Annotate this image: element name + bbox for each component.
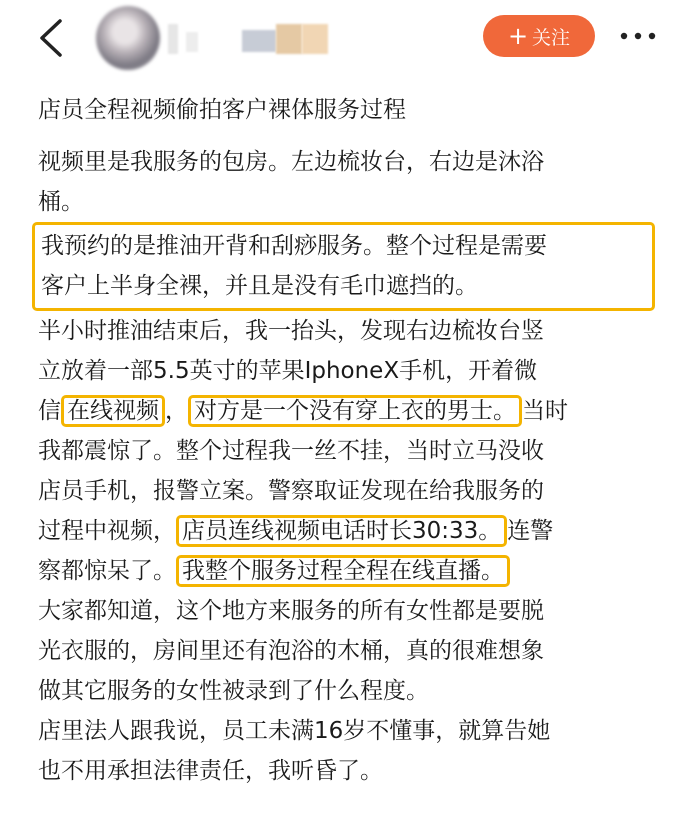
highlighted-line: 客户上半身全裸，并且是没有毛巾遮挡的。: [41, 273, 478, 299]
avatar[interactable]: [96, 6, 160, 70]
text-line: 光衣服的，房间里还有泡浴的木桶，真的很难想象: [38, 638, 544, 664]
text-line: 我都震惊了。整个过程我一丝不挂，当时立马没收: [38, 438, 544, 464]
username-blurred[interactable]: [168, 24, 338, 54]
text-fragment: 连警: [507, 518, 554, 544]
highlight-box: [32, 222, 655, 311]
highlight-other-party: 对方是一个没有穿上衣的男士。: [188, 395, 522, 427]
text-line: [38, 511, 663, 551]
post-content: [38, 90, 663, 791]
text-line: [38, 391, 663, 431]
top-bar: [0, 0, 686, 78]
text-line: 店里法人跟我说，员工未满16岁不懂事，就算告她: [38, 718, 551, 744]
text-fragment: 信: [38, 398, 61, 424]
highlight-livestream: 我整个服务过程全程在线直播。: [176, 555, 510, 587]
text-line: 也不用承担法律责任，我听昏了。: [38, 758, 383, 784]
highlighted-line: 我预约的是推油开背和刮痧服务。整个过程是需要: [41, 233, 547, 259]
text-line: 做其它服务的女性被录到了什么程度。: [38, 678, 429, 704]
text-fragment: 过程中视频，: [38, 518, 176, 544]
more-options-icon[interactable]: [618, 26, 658, 46]
highlight-call-duration: 店员连线视频电话时长30:33。: [176, 515, 507, 547]
post-body: [38, 142, 663, 791]
text-line: 立放着一部5.5英寸的苹果IphoneX手机，开着微: [38, 358, 538, 384]
follow-label: 关注: [532, 26, 571, 49]
follow-button[interactable]: [483, 15, 595, 57]
post-title: 店员全程视频偷拍客户裸体服务过程: [38, 97, 406, 123]
text-line: [38, 551, 663, 591]
text-line: 半小时推油结束后，我一抬头，发现右边梳妆台竖: [38, 318, 544, 344]
text-fragment: ，: [165, 398, 188, 424]
back-arrow-icon[interactable]: [36, 18, 68, 58]
plus-icon: +: [507, 22, 529, 50]
text-fragment: 当时: [522, 398, 568, 424]
text-line: 大家都知道，这个地方来服务的所有女性都是要脱: [38, 598, 544, 624]
text-line: 店员手机，报警立案。警察取证发现在给我服务的: [38, 478, 544, 504]
highlight-online-video: 在线视频: [61, 395, 165, 427]
text-line: 视频里是我服务的包房。左边梳妆台，右边是沐浴: [38, 149, 544, 175]
text-fragment: 察都惊呆了。: [38, 558, 176, 584]
text-line: 桶。: [38, 189, 84, 215]
